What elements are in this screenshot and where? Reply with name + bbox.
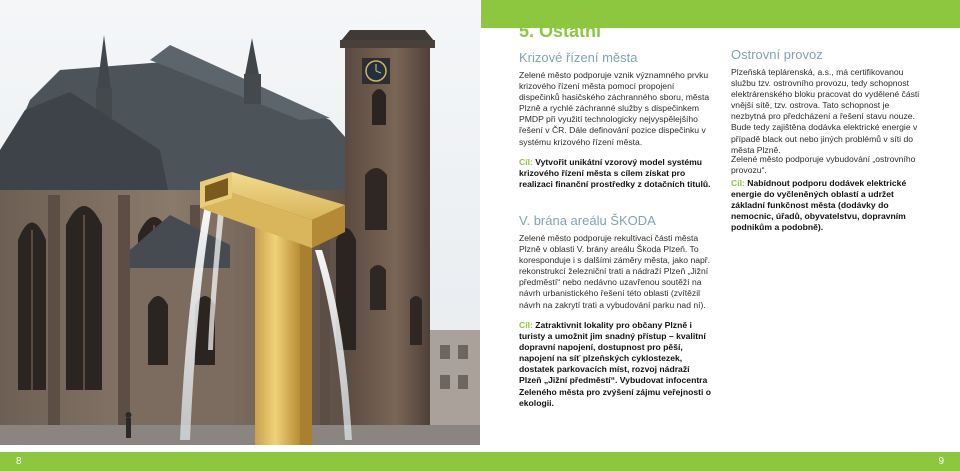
page-number-right: 9 [938,456,944,467]
goal-text: Zatraktivnit lokality pro občany Plzně i turisty a umožnit jim snadný přístup – kvalitní dopravní napojení, dostupnost pro pěší, napojení na síť plzeňských cyklostezek, dostatek parkovacích míst, rozvoj nádraží Plzeň „Jižní předměstí“. Vybudovat infocentra Zeleného města pro zvýšení zájmu veřejnosti o ekologii. [519,320,711,408]
section-paragraph-krizove-rizeni: Zelené město podporuje vznik významného prvku krizového řízení města pomocí propojení dispečinků hasičského záchranného sboru, města Plzně a rychlé záchranné služby s dispečinkem PMDP při využití technologicky nejvyspělejšího řešení v ČR. Dále definování pozice dispečinku v systému krizového řízení města. [519,70,710,147]
chapter-title: 5. Ostatní [519,21,602,41]
goal-text: Nabídnout podporu dodávek elektrické energie do vyčleněných oblastí a udržet základní funkčnost města (dodávky do nemocnic, úřadů, obyvatelstvu, dopravním podnikům a podobně). [731,178,907,233]
cathedral-fountain-illustration [0,0,480,445]
page-number-left: 8 [16,456,22,467]
goal-label: Cíl: [731,178,745,188]
section-title-ostrovni-provoz: Ostrovní provoz [731,47,823,62]
section-paragraph-brana-skoda: Zelené město podporuje rekultivaci části města Plzně v oblasti V. brány areálu Škoda Plzeň. To koresponduje i s dalšími záměry města, jako např. rekonstrukcí železniční trati a nádraží Plzeň „Jižní předměstí“ nebo nedávno uzavřenou soutěží na návrh urbanistického řešení této oblasti (zvítězil návrh na zakrytí trati a vybudování parku nad ní). [519,233,711,310]
section-goal-brana-skoda [519,320,711,409]
section-paragraph-ostrovni-provoz: Plzeňská teplárenská, a.s., má certifikovanou službu tzv. ostrovního provozu, tedy schopnost elektrárenského bloku pracovat do vydělené části vnější sítě, tzv. ostrova. Tato schopnost je nezbytná pro předcházení a řešení stavu nouze. Bude tedy zajištěna dodávka elektrické energie v případě black out nebo jiných problémů v síti do města Plzně. [731,67,920,155]
goal-label: Cíl: [519,157,533,167]
cathedral-fountain-photo [0,0,480,445]
section-paragraph-ostrovni-provoz-support: Zelené město podporuje vybudování „ostrovního provozu“. [731,154,916,176]
bottom-accent-bar [0,452,960,471]
section-goal-krizove-rizeni [519,157,711,190]
section-title-brana-skoda: V. brána areálu ŠKODA [519,213,656,228]
goal-label: Cíl: [519,320,533,330]
section-goal-ostrovni-provoz [731,178,923,233]
goal-text: Vytvořit unikátní vzorový model systému krizového řízení města s cílem získat pro realizaci finanční prostředky z dotačních titulů. [519,157,711,190]
section-title-krizove-rizeni: Krizové řízení města [519,50,638,65]
